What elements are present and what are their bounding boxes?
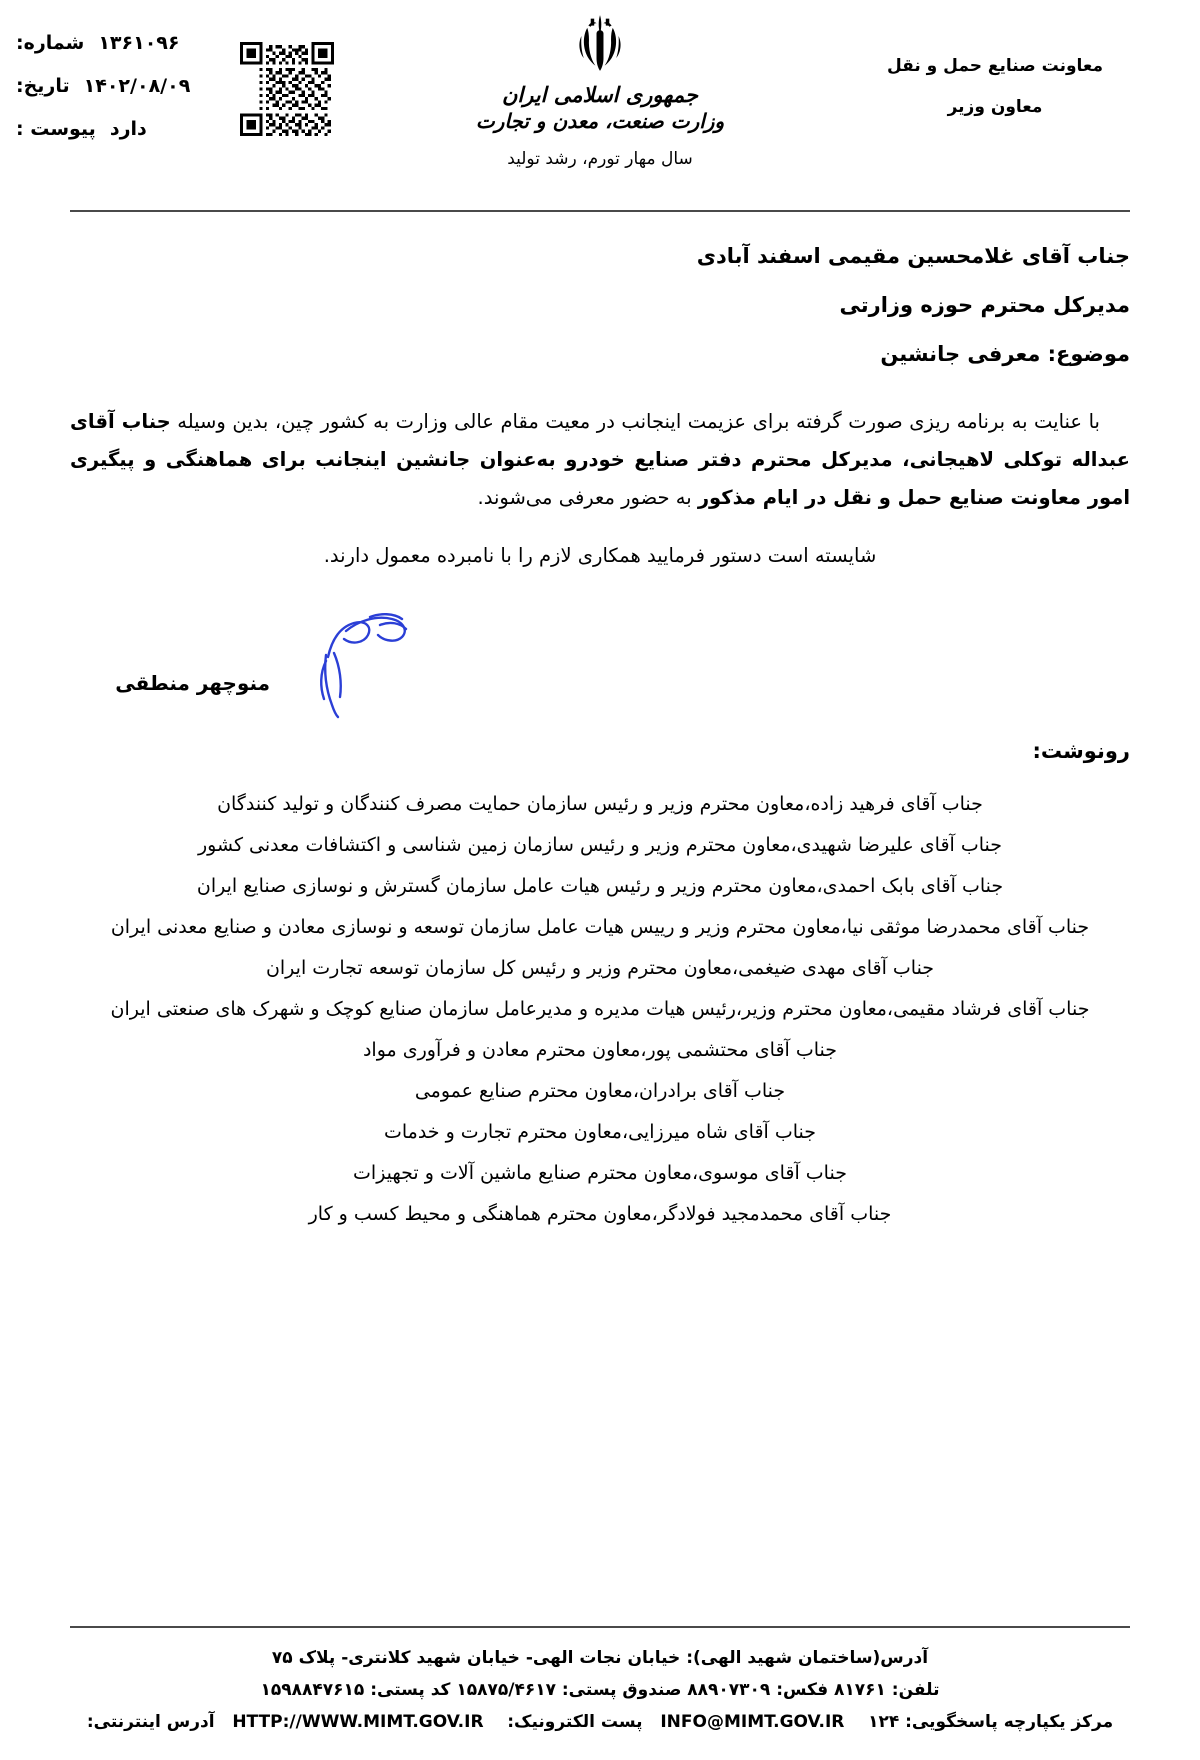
department-role: معاون وزیر bbox=[947, 97, 1043, 117]
ministry-name-label: وزارت صنعت، معدن و تجارت bbox=[475, 109, 725, 133]
footer-web-label: آدرس اینترنتی: bbox=[86, 1712, 215, 1732]
letter-date-value: ۱۴۰۲/۰۸/۰۹ bbox=[83, 75, 191, 97]
footer-web-row bbox=[0, 1706, 1200, 1738]
cc-heading: رونوشت: bbox=[1032, 738, 1130, 763]
letter-closing-line: شایسته است دستور فرمایید همکاری لازم را با نامبرده معمول دارند. bbox=[323, 543, 877, 567]
letter-attachment-label: پیوست : bbox=[16, 118, 96, 140]
list-item: جناب آقای فرشاد مقیمی،معاون محترم وزیر،رئیس هیات مدیره و مدیرعامل سازمان صنایع کوچک و شهرک های صنعتی ایران bbox=[110, 997, 1090, 1020]
footer-web-value: HTTP://WWW.MIMT.GOV.IR bbox=[232, 1712, 484, 1732]
list-item: جناب آقای فرهید زاده،معاون محترم وزیر و رئیس سازمان حمایت مصرف کنندگان و تولید کنندگان bbox=[217, 792, 983, 815]
list-item: جناب آقای محتشمی پور،معاون محترم معادن و فرآوری مواد bbox=[362, 1038, 838, 1061]
list-item: جناب آقای مهدی ضیغمی،معاون محترم وزیر و رئیس کل سازمان توسعه تجارت ایران bbox=[265, 956, 935, 979]
letter-paragraph-block bbox=[70, 403, 1130, 575]
letter-meta-block bbox=[0, 34, 230, 163]
list-item: جناب آقای شاه میرزایی،معاون محترم تجارت و خدمات bbox=[383, 1120, 817, 1143]
list-item: جناب آقای برادران،معاون محترم صنایع عمومی bbox=[414, 1079, 786, 1102]
addressee-title: مدیرکل محترم حوزه وزارتی bbox=[839, 293, 1130, 317]
footer-email-value: INFO@MIMT.GOV.IR bbox=[660, 1712, 845, 1732]
letter-main-paragraph bbox=[70, 403, 1130, 517]
letter-attachment-value: دارد bbox=[109, 118, 147, 140]
letter-subject: موضوع: معرفی جانشین bbox=[880, 342, 1130, 366]
letter-body bbox=[0, 246, 1200, 1233]
addressee-block bbox=[70, 246, 1130, 365]
footer-address: آدرس(ساختمان شهید الهی): خیابان نجات الهی- خیابان شهید کلانتری- پلاک ۷۵ bbox=[271, 1648, 929, 1668]
footer-callcenter: مرکز یکپارچه پاسخگویی: ۱۲۴ bbox=[868, 1712, 1114, 1732]
list-item: جناب آقای علیرضا شهیدی،معاون محترم وزیر و رئیس سازمان زمین شناسی و اکتشافات معدنی کشور bbox=[198, 833, 1002, 856]
signer-name: منوچهر منطقی bbox=[115, 670, 270, 695]
letter-number-value: ۱۳۶۱۰۹۶ bbox=[98, 32, 180, 54]
letter-number-row bbox=[0, 34, 230, 53]
qr-code-icon bbox=[240, 42, 334, 136]
department-block bbox=[850, 58, 1140, 116]
addressee-name: جناب آقای غلامحسین مقیمی اسفند آبادی bbox=[696, 244, 1130, 268]
letter-date-label: تاریخ: bbox=[16, 75, 70, 97]
list-item: جناب آقای محمدرضا موثقی نیا،معاون محترم وزیر و رییس هیات عامل سازمان توسعه و نوسازی معادن و صنایع معدنی ایران bbox=[110, 915, 1090, 938]
footer-contact: تلفن: ۸۱۷۶۱ فکس: ۸۸۹۰۷۳۰۹ صندوق پستی: ۱۵۸۷۵/۴۶۱۷ کد پستی: ۱۵۹۸۸۴۷۶۱۵ bbox=[260, 1680, 940, 1700]
signature-area bbox=[70, 609, 1130, 729]
ministry-identity-block bbox=[435, 10, 765, 169]
paragraph-bold-emphasis: جناب آقای عبداله توکلی لاهیجانی، مدیرکل محترم دفتر صنایع خودرو به‌عنوان جانشین اینجانب برای هماهنگی و پیگیری امور معاونت صنایع حمل و نقل در ایام مذکور bbox=[70, 410, 1130, 509]
cc-list bbox=[70, 785, 1130, 1233]
list-item: جناب آقای بابک احمدی،معاون محترم وزیر و رئیس هیات عامل سازمان گسترش و نوسازی صنایع ایران bbox=[196, 874, 1004, 897]
footer-email-label: پست الکترونیک: bbox=[507, 1712, 643, 1732]
list-item: جناب آقای محمدمجید فولادگر،معاون محترم هماهنگی و محیط کسب و کار bbox=[308, 1202, 892, 1225]
letter-number-label: شماره: bbox=[16, 32, 85, 54]
letter-footer bbox=[0, 1626, 1200, 1738]
letter-attachment-row bbox=[0, 120, 230, 139]
paragraph-part-2: به حضور معرفی می‌شوند. bbox=[477, 486, 698, 509]
iran-emblem-icon bbox=[571, 10, 629, 76]
letterhead-header bbox=[0, 0, 1200, 196]
handwritten-signature bbox=[310, 609, 440, 719]
paragraph-part-1: با عنایت به برنامه ریزی صورت گرفته برای عزیمت اینجانب در معیت مقام عالی وزارت به کشور چین، بدین وسیله bbox=[170, 410, 1100, 433]
ministry-country-label: جمهوری اسلامی ایران bbox=[501, 82, 699, 107]
letter-date-row bbox=[0, 77, 230, 96]
list-item: جناب آقای موسوی،معاون محترم صنایع ماشین آلات و تجهیزات bbox=[353, 1161, 847, 1184]
year-slogan: سال مهار تورم، رشد تولید bbox=[507, 149, 693, 169]
department-name: معاونت صنایع حمل و نقل bbox=[886, 56, 1104, 76]
header-divider bbox=[70, 210, 1130, 212]
